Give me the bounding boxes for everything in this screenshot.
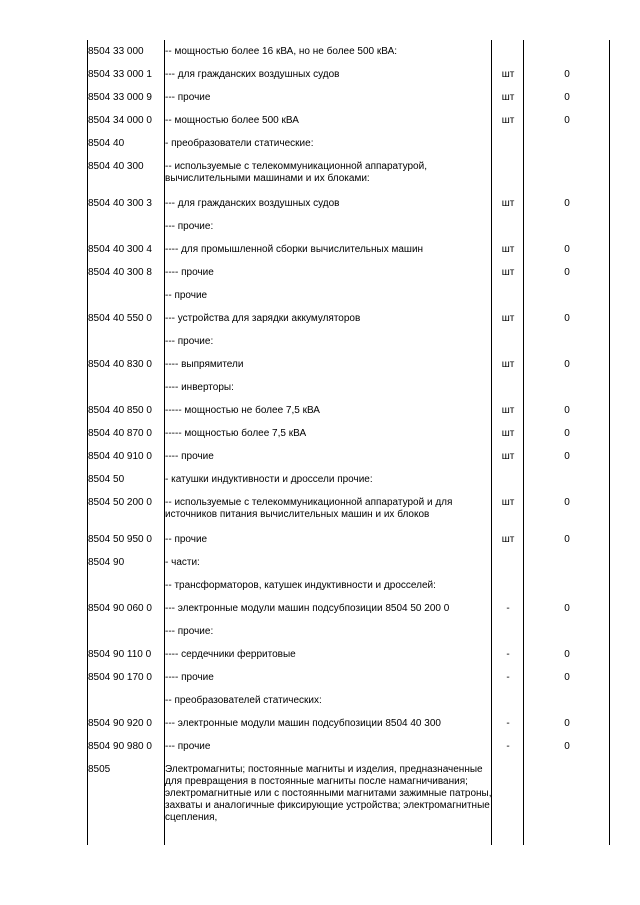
commodity-description: -- используемые с телекоммуникационной аппаратурой и для источников питания вычислительных машин и их блоков — [165, 497, 453, 520]
commodity-description: -- используемые с телекоммуникационной аппаратурой, вычислительными машинами и их блоками: — [165, 161, 427, 184]
table-row — [88, 603, 610, 626]
duty-rate — [524, 474, 610, 497]
unit-of-measure: шт — [501, 69, 515, 80]
unit-of-measure — [492, 382, 524, 405]
commodity-code: 8505 — [88, 764, 111, 775]
duty-rate — [524, 695, 610, 718]
commodity-code: 8504 40 550 0 — [88, 313, 152, 324]
unit-of-measure — [492, 221, 524, 244]
unit-of-measure: шт — [501, 359, 515, 370]
table-row — [88, 138, 610, 161]
unit-of-measure: - — [506, 672, 510, 683]
commodity-description: ---- прочие — [165, 267, 214, 278]
commodity-code: 8504 50 200 0 — [88, 497, 152, 508]
commodity-code: 8504 40 870 0 — [88, 428, 152, 439]
unit-of-measure — [492, 474, 524, 497]
unit-of-measure — [492, 626, 524, 649]
table-row — [88, 626, 610, 649]
duty-rate: 0 — [564, 534, 570, 545]
commodity-description: -- мощностью более 500 кВА — [165, 115, 299, 126]
commodity-description: -- прочие — [165, 534, 208, 545]
unit-of-measure: шт — [501, 405, 515, 416]
commodity-description: --- электронные модули машин подсубпозиции 8504 50 200 0 — [165, 603, 450, 614]
commodity-code: 8504 40 300 — [88, 161, 144, 172]
commodity-code: 8504 90 060 0 — [88, 603, 152, 614]
table-row — [88, 764, 610, 836]
duty-rate — [524, 336, 610, 359]
duty-rate — [524, 290, 610, 313]
table-row — [88, 290, 610, 313]
duty-rate: 0 — [564, 359, 570, 370]
commodity-code — [88, 695, 165, 718]
table-row — [88, 451, 610, 474]
unit-of-measure — [492, 161, 524, 198]
table-row — [88, 267, 610, 290]
commodity-description: - катушки индуктивности и дроссели прочие: — [165, 474, 373, 485]
commodity-code: 8504 90 170 0 — [88, 672, 152, 683]
unit-of-measure: шт — [501, 244, 515, 255]
commodity-description: ----- мощностью более 7,5 кВА — [165, 428, 307, 439]
commodity-code — [88, 336, 165, 359]
table-row — [88, 405, 610, 428]
commodity-description: --- прочие: — [165, 221, 214, 232]
table-row — [88, 92, 610, 115]
table-row — [88, 221, 610, 244]
commodity-description: ---- инверторы: — [165, 382, 234, 393]
table-row — [88, 46, 610, 69]
commodity-code: 8504 33 000 1 — [88, 69, 152, 80]
table-row — [88, 428, 610, 451]
unit-of-measure: шт — [501, 428, 515, 439]
unit-of-measure: - — [506, 603, 510, 614]
unit-of-measure: шт — [501, 534, 515, 545]
unit-of-measure: шт — [501, 267, 515, 278]
table-row — [88, 115, 610, 138]
duty-rate — [524, 382, 610, 405]
unit-of-measure: - — [506, 718, 510, 729]
duty-rate: 0 — [564, 603, 570, 614]
table-row — [88, 718, 610, 741]
commodity-code: 8504 90 920 0 — [88, 718, 152, 729]
table-row — [88, 695, 610, 718]
table-row — [88, 580, 610, 603]
commodity-code — [88, 382, 165, 405]
duty-rate: 0 — [564, 313, 570, 324]
commodity-code: 8504 40 830 0 — [88, 359, 152, 370]
table-row — [88, 161, 610, 198]
commodity-description: --- прочие — [165, 741, 211, 752]
commodity-description: -- преобразователей статических: — [165, 695, 322, 706]
table-row — [88, 557, 610, 580]
commodity-description: --- прочие: — [165, 336, 214, 347]
commodity-code: 8504 33 000 9 — [88, 92, 152, 103]
duty-rate: 0 — [564, 718, 570, 729]
duty-rate: 0 — [564, 649, 570, 660]
duty-rate: 0 — [564, 267, 570, 278]
commodity-code: 8504 40 910 0 — [88, 451, 152, 462]
duty-rate: 0 — [564, 244, 570, 255]
commodity-description: ---- прочие — [165, 451, 214, 462]
table-row — [88, 198, 610, 221]
duty-rate — [524, 161, 610, 198]
commodity-description: ----- мощностью не более 7,5 кВА — [165, 405, 320, 416]
commodity-code: 8504 40 — [88, 138, 125, 149]
table-row — [88, 741, 610, 764]
commodity-code: 8504 90 110 0 — [88, 649, 152, 660]
duty-rate: 0 — [564, 741, 570, 752]
table-row — [88, 497, 610, 534]
table-row — [88, 474, 610, 497]
unit-of-measure: шт — [501, 451, 515, 462]
table-row — [88, 69, 610, 92]
duty-rate — [524, 138, 610, 161]
unit-of-measure: шт — [501, 115, 515, 126]
commodity-description: Электромагниты; постоянные магниты и изделия, предназначенные для превращения в постоянные магниты после намагничивания; электромагнитные или с постоянными магнитами зажимные патроны, захваты и аналогичные фиксирующие устройства; электромагнитные сцепления, — [165, 764, 492, 823]
unit-of-measure — [492, 336, 524, 359]
table-row — [88, 313, 610, 336]
commodity-code — [88, 626, 165, 649]
commodity-code: 8504 40 300 4 — [88, 244, 152, 255]
duty-rate: 0 — [564, 497, 570, 508]
commodity-description: -- мощностью более 16 кВА, но не более 500 кВА: — [165, 46, 398, 57]
unit-of-measure — [492, 290, 524, 313]
commodity-code: 8504 33 000 — [88, 46, 144, 57]
commodity-code — [88, 580, 165, 603]
duty-rate: 0 — [564, 428, 570, 439]
duty-rate: 0 — [564, 672, 570, 683]
commodity-description: ---- для промышленной сборки вычислительных машин — [165, 244, 424, 255]
unit-of-measure: шт — [501, 313, 515, 324]
commodity-code: 8504 40 300 3 — [88, 198, 152, 209]
unit-of-measure: - — [506, 741, 510, 752]
commodity-description: ---- сердечники ферритовые — [165, 649, 296, 660]
commodity-description: --- устройства для зарядки аккумуляторов — [165, 313, 361, 324]
unit-of-measure — [492, 557, 524, 580]
commodity-description: --- для гражданских воздушных судов — [165, 198, 340, 209]
unit-of-measure: шт — [501, 92, 515, 103]
table-row — [88, 534, 610, 557]
duty-rate: 0 — [564, 405, 570, 416]
unit-of-measure — [492, 46, 524, 69]
commodity-description: - части: — [165, 557, 200, 568]
duty-rate: 0 — [564, 115, 570, 126]
commodity-code: 8504 50 950 0 — [88, 534, 152, 545]
commodity-description: --- электронные модули машин подсубпозиции 8504 40 300 — [165, 718, 441, 729]
unit-of-measure — [492, 695, 524, 718]
unit-of-measure: шт — [501, 198, 515, 209]
unit-of-measure — [492, 138, 524, 161]
commodity-description: -- трансформаторов, катушек индуктивности и дросселей: — [165, 580, 436, 591]
unit-of-measure: - — [506, 649, 510, 660]
commodity-code: 8504 40 300 8 — [88, 267, 152, 278]
duty-rate — [524, 557, 610, 580]
commodity-code: 8504 34 000 0 — [88, 115, 152, 126]
commodity-description: - преобразователи статические: — [165, 138, 314, 149]
duty-rate — [524, 221, 610, 244]
table-row — [88, 649, 610, 672]
commodity-description: ---- прочие — [165, 672, 214, 683]
commodity-code — [88, 290, 165, 313]
commodity-description: ---- выпрямители — [165, 359, 244, 370]
commodity-description: --- прочие — [165, 92, 211, 103]
tariff-table — [88, 46, 610, 836]
commodity-description: -- прочие — [165, 290, 208, 301]
duty-rate: 0 — [564, 92, 570, 103]
duty-rate — [524, 626, 610, 649]
duty-rate — [524, 580, 610, 603]
table-row — [88, 336, 610, 359]
commodity-description: --- прочие: — [165, 626, 214, 637]
duty-rate: 0 — [564, 198, 570, 209]
commodity-code: 8504 90 980 0 — [88, 741, 152, 752]
commodity-code: 8504 50 — [88, 474, 125, 485]
table-row — [88, 244, 610, 267]
unit-of-measure — [492, 580, 524, 603]
unit-of-measure — [492, 764, 524, 836]
duty-rate: 0 — [564, 451, 570, 462]
commodity-description: --- для гражданских воздушных судов — [165, 69, 340, 80]
commodity-code: 8504 40 850 0 — [88, 405, 152, 416]
duty-rate — [524, 46, 610, 69]
table-row — [88, 359, 610, 382]
commodity-code — [88, 221, 165, 244]
duty-rate — [524, 764, 610, 836]
commodity-code: 8504 90 — [88, 557, 125, 568]
duty-rate: 0 — [564, 69, 570, 80]
table-row — [88, 672, 610, 695]
table-row — [88, 382, 610, 405]
unit-of-measure: шт — [501, 497, 515, 508]
